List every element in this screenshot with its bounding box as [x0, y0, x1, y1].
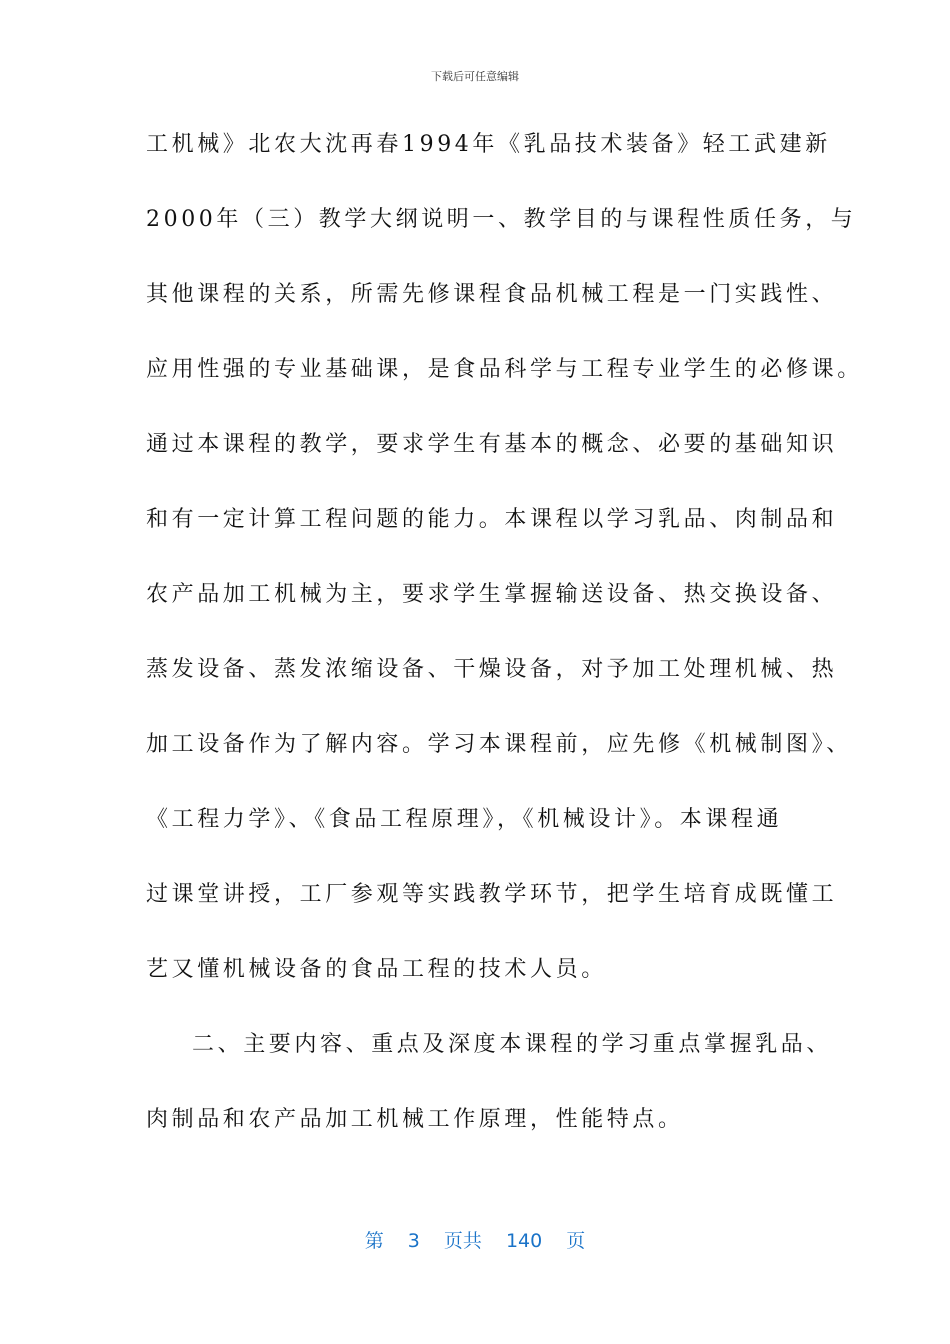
- page-header-note: 下载后可任意编辑: [431, 70, 519, 83]
- text-line: 肉制品和农产品加工机械工作原理，性能特点。: [146, 1107, 684, 1132]
- total-pages: 140: [505, 1230, 543, 1252]
- text-line: 2000年（三）教学大纲说明一、教学目的与课程性质任务，与: [146, 207, 857, 232]
- text-line: 加工设备作为了解内容。学习本课程前，应先修《机械制图》、: [146, 732, 852, 757]
- text-line: 艺又懂机械设备的食品工程的技术人员。: [146, 957, 607, 982]
- text-line: 蒸发设备、蒸发浓缩设备、干燥设备，对予加工处理机械、热: [146, 657, 838, 682]
- page-number: 3: [407, 1230, 420, 1252]
- page-suffix: 页: [566, 1230, 586, 1252]
- page-footer: [0, 1226, 950, 1253]
- text-line: 《工程力学》、《食品工程原理》，《机械设计》。本课程通: [146, 807, 783, 832]
- page-middle: 页共: [443, 1230, 482, 1252]
- text-line: 应用性强的专业基础课，是食品科学与工程专业学生的必修课。: [146, 357, 863, 382]
- text-line: 其他课程的关系，所需先修课程食品机械工程是一门实践性、: [146, 282, 838, 307]
- text-line: 通过本课程的教学，要求学生有基本的概念、必要的基础知识: [146, 432, 838, 457]
- section-heading-line: 二、主要内容、重点及深度本课程的学习重点掌握乳品、: [192, 1032, 833, 1057]
- text-line: 和有一定计算工程问题的能力。本课程以学习乳品、肉制品和: [146, 507, 838, 532]
- page-prefix: 第: [364, 1230, 384, 1252]
- text-line: 过课堂讲授，工厂参观等实践教学环节，把学生培育成既懂工: [146, 882, 838, 907]
- text-line: 工机械》北农大沈再春1994年《乳品技术装备》轻工武建新: [146, 132, 831, 157]
- document-body: [146, 124, 863, 1174]
- text-line: 农产品加工机械为主，要求学生掌握输送设备、热交换设备、: [146, 582, 838, 607]
